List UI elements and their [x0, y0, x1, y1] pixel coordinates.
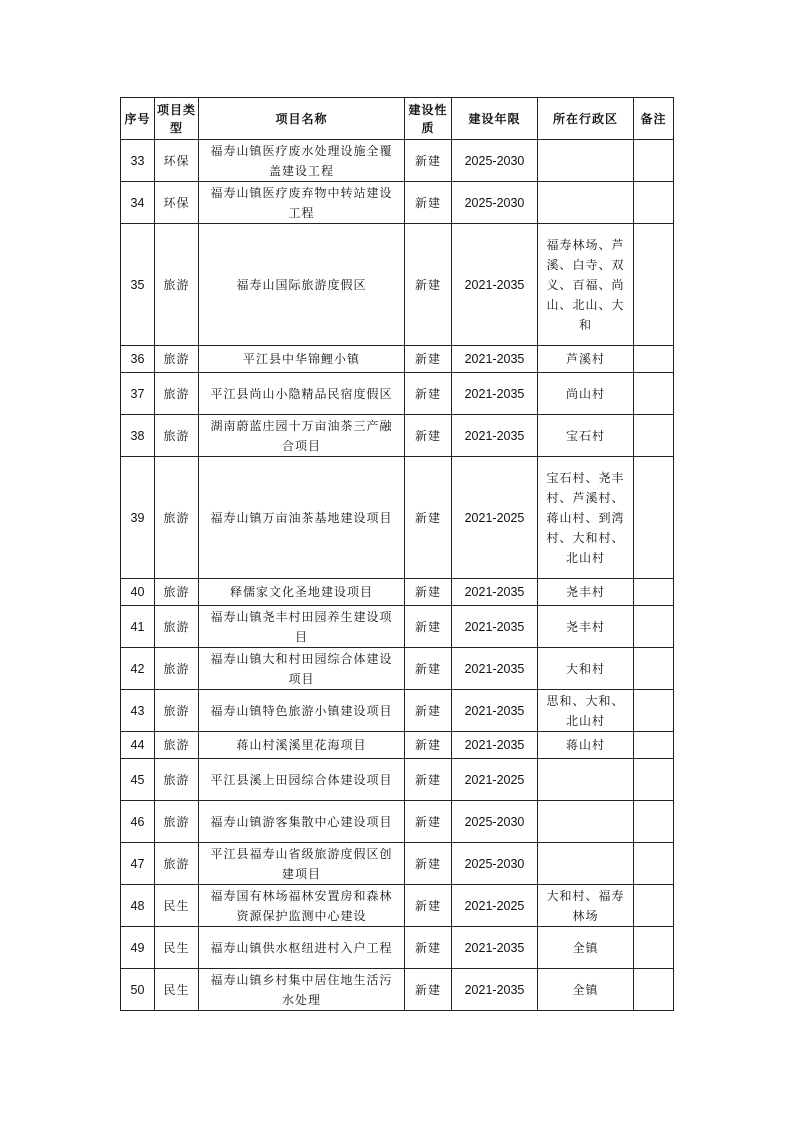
project-table — [120, 97, 674, 1011]
header-region: 所在行政区 — [538, 98, 634, 140]
cell-seq: 49 — [121, 927, 155, 969]
cell-seq: 38 — [121, 415, 155, 457]
cell-type: 旅游 — [155, 457, 199, 579]
cell-seq: 39 — [121, 457, 155, 579]
cell-type: 旅游 — [155, 759, 199, 801]
cell-region: 芦溪村 — [538, 346, 634, 373]
cell-region: 全镇 — [538, 969, 634, 1011]
cell-name: 福寿山国际旅游度假区 — [199, 224, 405, 346]
cell-note — [634, 690, 674, 732]
cell-region — [538, 843, 634, 885]
cell-years: 2021-2035 — [452, 927, 538, 969]
cell-seq: 45 — [121, 759, 155, 801]
cell-years: 2025-2030 — [452, 182, 538, 224]
cell-name: 平江县福寿山省级旅游度假区创建项目 — [199, 843, 405, 885]
table-row — [121, 969, 674, 1011]
cell-name: 蒋山村溪溪里花海项目 — [199, 732, 405, 759]
cell-seq: 35 — [121, 224, 155, 346]
cell-years: 2021-2035 — [452, 690, 538, 732]
cell-nature: 新建 — [405, 182, 452, 224]
cell-note — [634, 801, 674, 843]
cell-region: 福寿林场、芦溪、白寺、双义、百福、尚山、北山、大和 — [538, 224, 634, 346]
cell-note — [634, 579, 674, 606]
cell-years: 2021-2025 — [452, 759, 538, 801]
cell-region: 宝石村、尧丰村、芦溪村、蒋山村、到湾村、大和村、北山村 — [538, 457, 634, 579]
table-row — [121, 843, 674, 885]
cell-note — [634, 346, 674, 373]
cell-seq: 46 — [121, 801, 155, 843]
cell-note — [634, 224, 674, 346]
header-nature: 建设性质 — [405, 98, 452, 140]
cell-type: 旅游 — [155, 690, 199, 732]
cell-nature: 新建 — [405, 415, 452, 457]
cell-region: 全镇 — [538, 927, 634, 969]
cell-nature: 新建 — [405, 801, 452, 843]
cell-years: 2021-2035 — [452, 969, 538, 1011]
cell-years: 2021-2035 — [452, 373, 538, 415]
cell-name: 福寿国有林场福林安置房和森林资源保护监测中心建设 — [199, 885, 405, 927]
cell-nature: 新建 — [405, 140, 452, 182]
table-row — [121, 415, 674, 457]
cell-seq: 42 — [121, 648, 155, 690]
cell-type: 旅游 — [155, 843, 199, 885]
header-row — [121, 98, 674, 140]
cell-note — [634, 885, 674, 927]
cell-name: 平江县中华锦鲤小镇 — [199, 346, 405, 373]
cell-type: 旅游 — [155, 648, 199, 690]
cell-years: 2021-2035 — [452, 346, 538, 373]
table-body — [121, 140, 674, 1011]
cell-nature: 新建 — [405, 224, 452, 346]
cell-nature: 新建 — [405, 885, 452, 927]
cell-nature: 新建 — [405, 648, 452, 690]
table-row — [121, 373, 674, 415]
cell-type: 环保 — [155, 140, 199, 182]
cell-seq: 37 — [121, 373, 155, 415]
cell-note — [634, 969, 674, 1011]
cell-type: 旅游 — [155, 732, 199, 759]
cell-nature: 新建 — [405, 346, 452, 373]
cell-region: 蒋山村 — [538, 732, 634, 759]
cell-type: 民生 — [155, 885, 199, 927]
cell-note — [634, 373, 674, 415]
cell-seq: 44 — [121, 732, 155, 759]
cell-type: 民生 — [155, 969, 199, 1011]
table-row — [121, 579, 674, 606]
cell-region: 大和村 — [538, 648, 634, 690]
cell-years: 2021-2035 — [452, 606, 538, 648]
header-type: 项目类型 — [155, 98, 199, 140]
cell-nature: 新建 — [405, 457, 452, 579]
cell-note — [634, 732, 674, 759]
table-row — [121, 690, 674, 732]
cell-type: 旅游 — [155, 606, 199, 648]
cell-name: 平江县溪上田园综合体建设项目 — [199, 759, 405, 801]
table-row — [121, 732, 674, 759]
cell-note — [634, 457, 674, 579]
cell-region: 宝石村 — [538, 415, 634, 457]
cell-years: 2021-2025 — [452, 885, 538, 927]
cell-region: 尧丰村 — [538, 606, 634, 648]
cell-nature: 新建 — [405, 843, 452, 885]
cell-seq: 50 — [121, 969, 155, 1011]
cell-region — [538, 140, 634, 182]
cell-name: 福寿山镇医疗废水处理设施全覆盖建设工程 — [199, 140, 405, 182]
cell-name: 福寿山镇游客集散中心建设项目 — [199, 801, 405, 843]
table-row — [121, 606, 674, 648]
cell-nature: 新建 — [405, 927, 452, 969]
table-row — [121, 927, 674, 969]
cell-name: 福寿山镇特色旅游小镇建设项目 — [199, 690, 405, 732]
cell-type: 旅游 — [155, 346, 199, 373]
header-seq: 序号 — [121, 98, 155, 140]
cell-seq: 47 — [121, 843, 155, 885]
cell-name: 平江县尚山小隐精品民宿度假区 — [199, 373, 405, 415]
header-years: 建设年限 — [452, 98, 538, 140]
cell-seq: 43 — [121, 690, 155, 732]
cell-years: 2021-2035 — [452, 415, 538, 457]
cell-nature: 新建 — [405, 579, 452, 606]
table-row — [121, 885, 674, 927]
cell-type: 旅游 — [155, 224, 199, 346]
cell-years: 2025-2030 — [452, 843, 538, 885]
cell-note — [634, 759, 674, 801]
cell-name: 湖南蔚蓝庄园十万亩油茶三产融合项目 — [199, 415, 405, 457]
cell-region: 尧丰村 — [538, 579, 634, 606]
cell-nature: 新建 — [405, 732, 452, 759]
cell-type: 旅游 — [155, 373, 199, 415]
cell-years: 2025-2030 — [452, 801, 538, 843]
cell-years: 2021-2035 — [452, 648, 538, 690]
cell-years: 2021-2035 — [452, 579, 538, 606]
cell-region — [538, 759, 634, 801]
table-row — [121, 457, 674, 579]
cell-nature: 新建 — [405, 969, 452, 1011]
cell-note — [634, 648, 674, 690]
table-row — [121, 759, 674, 801]
table-row — [121, 140, 674, 182]
table-row — [121, 224, 674, 346]
cell-seq: 40 — [121, 579, 155, 606]
cell-note — [634, 140, 674, 182]
cell-name: 福寿山镇大和村田园综合体建设项目 — [199, 648, 405, 690]
cell-years: 2021-2025 — [452, 457, 538, 579]
cell-type: 旅游 — [155, 415, 199, 457]
cell-seq: 34 — [121, 182, 155, 224]
cell-note — [634, 606, 674, 648]
cell-region: 尚山村 — [538, 373, 634, 415]
table-row — [121, 182, 674, 224]
cell-nature: 新建 — [405, 690, 452, 732]
cell-name: 福寿山镇乡村集中居住地生活污水处理 — [199, 969, 405, 1011]
cell-name: 福寿山镇尧丰村田园养生建设项目 — [199, 606, 405, 648]
cell-note — [634, 415, 674, 457]
cell-name: 释儒家文化圣地建设项目 — [199, 579, 405, 606]
cell-years: 2025-2030 — [452, 140, 538, 182]
header-name: 项目名称 — [199, 98, 405, 140]
cell-years: 2021-2035 — [452, 224, 538, 346]
cell-note — [634, 182, 674, 224]
cell-seq: 48 — [121, 885, 155, 927]
cell-name: 福寿山镇医疗废弃物中转站建设工程 — [199, 182, 405, 224]
cell-name: 福寿山镇万亩油茶基地建设项目 — [199, 457, 405, 579]
table-row — [121, 801, 674, 843]
cell-name: 福寿山镇供水枢纽进村入户工程 — [199, 927, 405, 969]
table-row — [121, 648, 674, 690]
cell-seq: 41 — [121, 606, 155, 648]
table-row — [121, 346, 674, 373]
cell-type: 旅游 — [155, 801, 199, 843]
cell-type: 民生 — [155, 927, 199, 969]
cell-note — [634, 927, 674, 969]
cell-type: 旅游 — [155, 579, 199, 606]
cell-nature: 新建 — [405, 759, 452, 801]
cell-nature: 新建 — [405, 373, 452, 415]
header-note: 备注 — [634, 98, 674, 140]
cell-region — [538, 801, 634, 843]
cell-type: 环保 — [155, 182, 199, 224]
cell-region: 思和、大和、北山村 — [538, 690, 634, 732]
cell-region — [538, 182, 634, 224]
cell-region: 大和村、福寿林场 — [538, 885, 634, 927]
cell-nature: 新建 — [405, 606, 452, 648]
cell-seq: 36 — [121, 346, 155, 373]
cell-seq: 33 — [121, 140, 155, 182]
cell-note — [634, 843, 674, 885]
cell-years: 2021-2035 — [452, 732, 538, 759]
